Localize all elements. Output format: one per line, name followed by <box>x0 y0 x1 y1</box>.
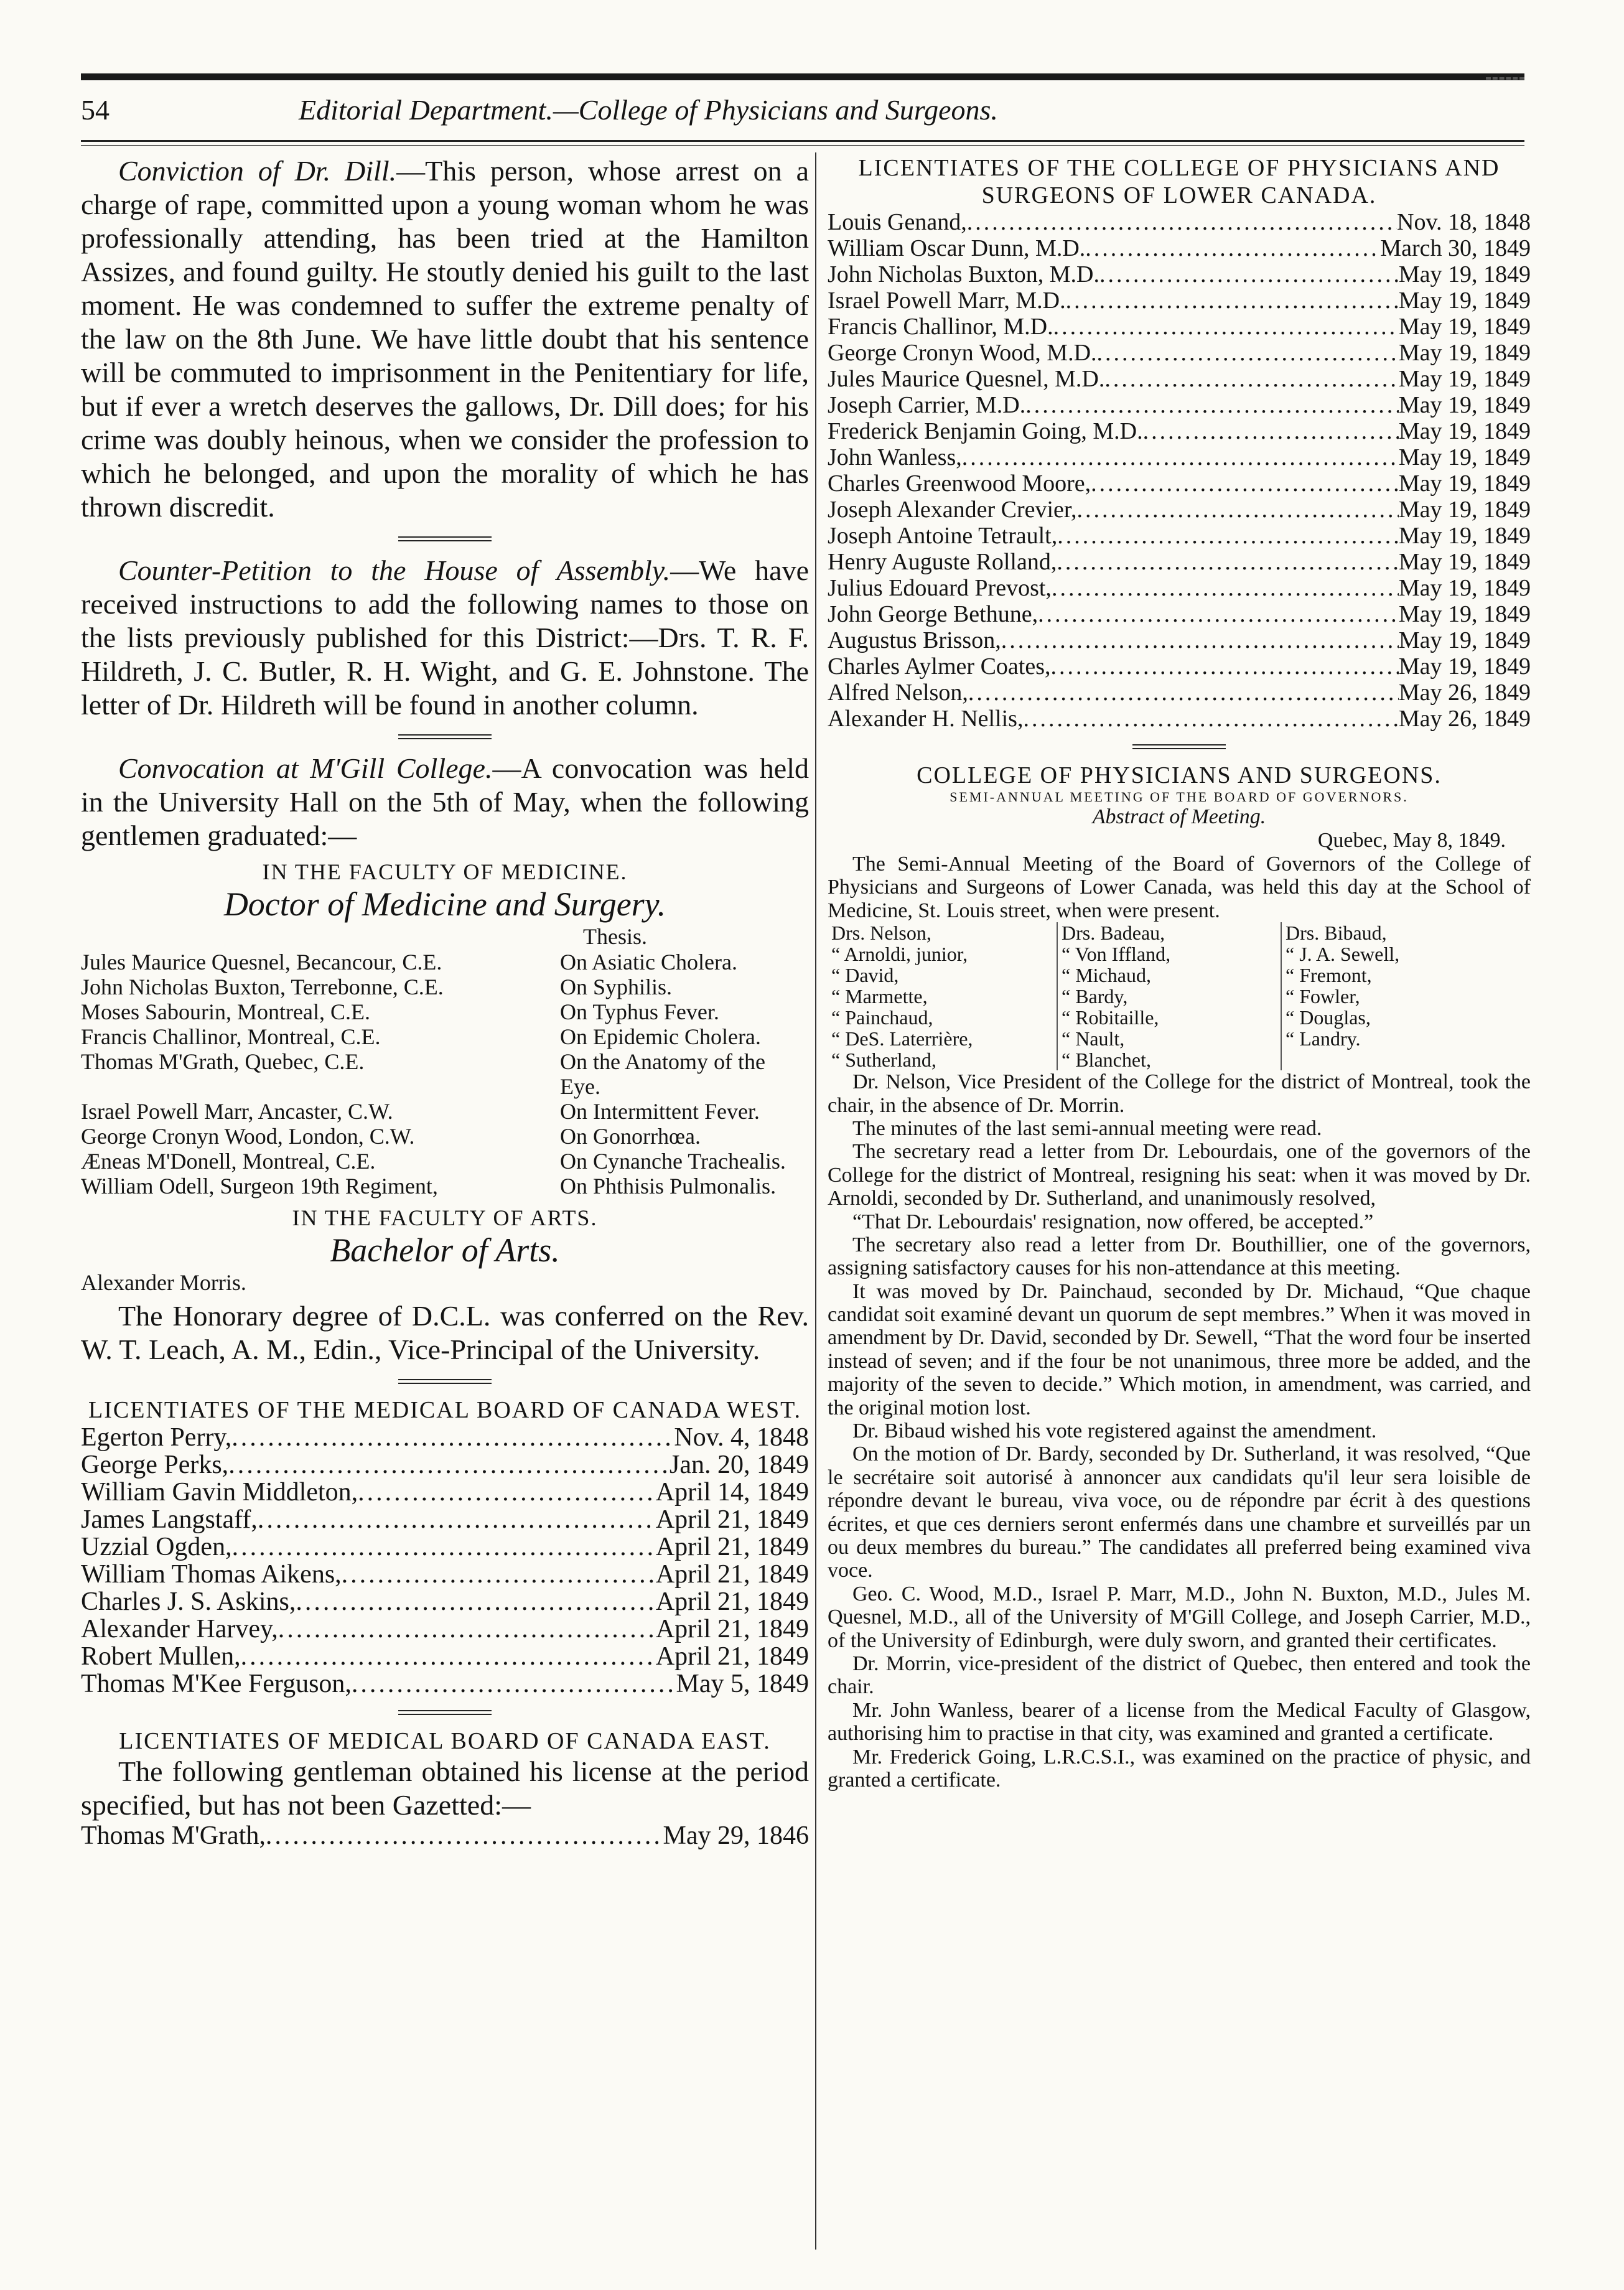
convocation-title: Convocation at M'Gill College. <box>118 752 493 784</box>
list-item <box>828 261 1531 287</box>
graduate-name: Israel Powell Marr, Ancaster, C.W. <box>81 1099 393 1124</box>
present-name: “ J. A. Sewell, <box>1286 943 1400 966</box>
present-name: “ Painchaud, <box>831 1006 933 1029</box>
licentiate-name: James Langstaff, <box>81 1505 258 1534</box>
present-name: Drs. Badeau, <box>1062 922 1165 945</box>
graduate-name: George Cronyn Wood, London, C.W. <box>81 1124 415 1149</box>
meeting-paragraph: The minutes of the last semi-annual meeting were read. <box>852 1116 1322 1140</box>
licentiate-date: Jan. 20, 1849 <box>670 1451 809 1479</box>
licentiate-name: Augustus Brisson, <box>828 627 1001 653</box>
licentiate-date: May 19, 1849 <box>1398 392 1531 418</box>
canada-east-list <box>81 1822 809 1849</box>
licentiate-name: Israel Powell Marr, M.D. <box>828 287 1066 314</box>
graduate-row <box>81 950 809 974</box>
list-item <box>81 1643 809 1670</box>
present-name: “ David, <box>831 964 899 987</box>
list-item <box>828 653 1531 680</box>
licentiate-name: George Perks, <box>81 1451 229 1479</box>
present-name: “ Marmette, <box>831 985 928 1008</box>
licentiate-name: Jules Maurice Quesnel, M.D. <box>828 366 1105 392</box>
licentiate-date: May 19, 1849 <box>1398 287 1531 314</box>
licentiate-name: Alexander H. Nellis, <box>828 706 1024 732</box>
licentiate-name: Henry Auguste Rolland, <box>828 549 1057 575</box>
left-column <box>81 154 809 1849</box>
licentiate-date: May 19, 1849 <box>1398 497 1531 523</box>
list-item <box>828 287 1531 314</box>
licentiate-name: John Wanless, <box>828 444 962 470</box>
present-name: “ Douglas, <box>1286 1006 1371 1029</box>
lower-canada-heading: LICENTIATES OF THE COLLEGE OF PHYSICIANS AND SURGEONS OF LOWER CANADA. <box>858 155 1500 208</box>
list-item <box>81 1451 809 1479</box>
licentiate-name: Charles J. S. Askins, <box>81 1587 296 1616</box>
dill-text: —This person, whose arrest on a charge of rape, committed upon a young woman whom he was professionally attending, has been tried at the Hamilton Assizes, and found guilty. He stoutly denied his guilt to the last moment. He was condemned to suffer the extreme penalty of the law on the 8th June. We have little doubt that his sentence will be commuted to imprisonment in the Penitentiary for life, but if ever a wretch deserves the gallows, Dr. Dill does; for his crime was doubly heinous, when we consider the profession to which he belonged, and upon the morality of which he has thrown discredit. <box>81 155 809 523</box>
licentiate-name: Thomas M'Kee Ferguson, <box>81 1670 352 1698</box>
separator <box>398 536 492 541</box>
meeting-paragraph: Geo. C. Wood, M.D., Israel P. Marr, M.D., John N. Buxton, M.D., Jules M. Quesnel, M.D., all of the University of M'Gill College, and Joseph Carrier, M.D., of the University of Edinburgh, were duly sworn, and granted their certificates. <box>828 1582 1531 1652</box>
counter-petition-text: —We have received instructions to add the following names to those on the lists previously published for this District:—Drs. T. R. F. Hildreth, J. C. Butler, R. H. Wight, and G. E. Johnstone. The letter of Dr. Hildreth will be found in another column. <box>81 554 809 721</box>
list-item <box>81 1479 809 1506</box>
list-item <box>828 680 1531 706</box>
licentiate-name: George Cronyn Wood, M.D. <box>828 340 1097 366</box>
licentiate-date: May 19, 1849 <box>1398 418 1531 444</box>
honorary-degree: The Honorary degree of D.C.L. was conferred on the Rev. W. T. Leach, A. M., Edin., Vice-Principal of the University. <box>81 1300 809 1365</box>
page-number: 54 <box>81 94 110 126</box>
licentiate-name: Uzzial Ogden, <box>81 1533 232 1561</box>
column-divider <box>815 152 816 2250</box>
convocation-text: —A convocation was held in the University Hall on the 5th of May, when the following gentlemen graduated:— <box>81 752 810 851</box>
top-rule-dash <box>1486 70 1524 80</box>
licentiate-date: Nov. 4, 1848 <box>674 1423 809 1452</box>
licentiate-date: May 19, 1849 <box>1398 523 1531 549</box>
licentiate-name: Robert Mullen, <box>81 1642 241 1671</box>
list-item <box>828 601 1531 627</box>
meeting-paragraph: Dr. Morrin, vice-president of the district of Quebec, then entered and took the chair. <box>828 1652 1531 1699</box>
running-head: Editorial Department.—College of Physicians and Surgeons. <box>299 94 998 126</box>
licentiate-date: May 19, 1849 <box>1398 444 1531 470</box>
present-list <box>828 922 1531 1070</box>
graduate-row <box>81 1099 809 1124</box>
licentiate-name: Charles Aylmer Coates, <box>828 653 1051 680</box>
present-name: Drs. Nelson, <box>831 922 931 945</box>
canada-west-heading: LICENTIATES OF THE MEDICAL BOARD OF CANADA WEST. <box>88 1397 801 1423</box>
separator <box>1132 744 1226 749</box>
list-item <box>81 1615 809 1643</box>
canada-east-heading: LICENTIATES OF MEDICAL BOARD OF CANADA EAST. <box>119 1728 771 1754</box>
graduate-row <box>81 1174 809 1199</box>
convocation-article <box>81 752 809 853</box>
list-item <box>828 314 1531 340</box>
licentiate-name: Frederick Benjamin Going, M.D. <box>828 418 1143 444</box>
graduate-row <box>81 1124 809 1149</box>
list-item <box>828 235 1531 261</box>
graduate-row <box>81 1024 809 1049</box>
list-item <box>828 340 1531 366</box>
licentiate-name: Louis Genand, <box>828 209 967 235</box>
meeting-heading: COLLEGE OF PHYSICIANS AND SURGEONS. <box>917 762 1442 788</box>
meeting-paragraph: Dr. Nelson, Vice President of the College for the district of Montreal, took the chair, in the absence of Dr. Morrin. <box>828 1070 1531 1117</box>
list-item <box>81 1588 809 1615</box>
licentiate-date: May 5, 1849 <box>676 1670 809 1698</box>
licentiate-name: Francis Challinor, M.D. <box>828 314 1053 340</box>
list-item <box>81 1506 809 1533</box>
graduate-thesis: On Asiatic Cholera. <box>560 950 737 974</box>
licentiate-date: Nov. 18, 1848 <box>1397 209 1531 235</box>
separator <box>398 734 492 739</box>
counter-petition-article <box>81 554 809 722</box>
lower-canada-list <box>828 209 1531 732</box>
licentiate-date: April 21, 1849 <box>655 1505 809 1534</box>
dill-article <box>81 154 809 524</box>
licentiate-name: Joseph Antoine Tetrault, <box>828 523 1058 549</box>
list-item <box>81 1424 809 1451</box>
licentiate-name: Joseph Alexander Crevier, <box>828 497 1077 523</box>
licentiate-date: May 19, 1849 <box>1398 575 1531 601</box>
list-item <box>828 627 1531 653</box>
graduate-thesis: On Intermittent Fever. <box>560 1099 760 1124</box>
licentiate-date: May 19, 1849 <box>1398 470 1531 497</box>
meeting-abstract: Abstract of Meeting. <box>1092 805 1266 828</box>
meeting-subheading: SEMI-ANNUAL MEETING OF THE BOARD OF GOVERNORS. <box>950 789 1409 805</box>
meeting-paragraph: Dr. Bibaud wished his vote registered against the amendment. <box>852 1419 1377 1443</box>
graduate-name: Francis Challinor, Montreal, C.E. <box>81 1024 381 1049</box>
graduate-name: Thomas M'Grath, Quebec, C.E. <box>81 1049 365 1074</box>
licentiate-date: March 30, 1849 <box>1380 235 1531 261</box>
present-name: “ Blanchet, <box>1062 1049 1151 1072</box>
list-item <box>828 523 1531 549</box>
licentiate-date: April 21, 1849 <box>655 1615 809 1643</box>
list-item <box>828 418 1531 444</box>
meeting-paragraph: On the motion of Dr. Bardy, seconded by Dr. Sutherland, it was resolved, “Que le secrétaire soit autorisé à annoncer aux candidats qu'il leur sera loisible de répondre devant le bureau, viva voce, ou de répondre par écrit à des questions écrites, et que ces derniers seront enfermés dans une chambre et surveillés par un ou deux membres du bureau.” The candidates all preferred being examined viva voce. <box>828 1442 1531 1582</box>
graduate-name: Æneas M'Donell, Montreal, C.E. <box>81 1149 376 1174</box>
list-item <box>828 470 1531 497</box>
list-item <box>828 366 1531 392</box>
present-name: “ Landry. <box>1286 1027 1361 1050</box>
licentiate-date: April 21, 1849 <box>655 1560 809 1589</box>
list-item <box>81 1670 809 1698</box>
graduate-thesis: On Cynanche Trachealis. <box>560 1149 786 1174</box>
present-name: “ Fremont, <box>1286 964 1372 987</box>
graduate-thesis: On the Anatomy of the Eye. <box>560 1049 765 1099</box>
present-column <box>1282 922 1506 1070</box>
separator <box>398 1710 492 1715</box>
graduate-row <box>81 999 809 1024</box>
present-name: “ Von Iffland, <box>1062 943 1171 966</box>
meeting-intro: The Semi-Annual Meeting of the Board of Governors of the College of Physicians and Surgeons of Lower Canada, was held this day at the School of Medicine, St. Louis street, when were present. <box>828 853 1531 922</box>
graduates-list <box>81 950 809 1199</box>
list-item <box>81 1561 809 1588</box>
licentiate-date: May 26, 1849 <box>1398 680 1531 706</box>
licentiate-date: May 29, 1846 <box>663 1821 809 1850</box>
present-name: “ Bardy, <box>1062 985 1128 1008</box>
licentiate-name: John George Bethune, <box>828 601 1038 627</box>
separator <box>398 1379 492 1384</box>
present-name: “ Fowler, <box>1286 985 1360 1008</box>
graduate-thesis: On Typhus Fever. <box>560 999 719 1024</box>
present-name: Drs. Bibaud, <box>1286 922 1387 945</box>
licentiate-name: Thomas M'Grath, <box>81 1821 266 1850</box>
dill-title: Conviction of Dr. Dill. <box>118 155 397 187</box>
arts-graduate: Alexander Morris. <box>81 1270 246 1295</box>
licentiate-name: Julius Edouard Prevost, <box>828 575 1052 601</box>
present-name: “ DeS. Laterrière, <box>831 1027 973 1050</box>
counter-petition-title: Counter-Petition to the House of Assembly. <box>118 554 671 586</box>
licentiate-date: May 19, 1849 <box>1398 549 1531 575</box>
degree-arts-heading: Bachelor of Arts. <box>330 1231 560 1269</box>
thesis-label: Thesis. <box>583 924 647 949</box>
meeting-paragraph: Mr. Frederick Going, L.R.C.S.I., was examined on the practice of physic, and granted a certificate. <box>828 1745 1531 1792</box>
licentiate-name: Alexander Harvey, <box>81 1615 278 1643</box>
graduate-row <box>81 1149 809 1174</box>
list-item <box>828 575 1531 601</box>
list-item <box>81 1533 809 1561</box>
list-item <box>828 209 1531 235</box>
right-column <box>828 154 1531 1792</box>
list-item <box>828 497 1531 523</box>
licentiate-name: Joseph Carrier, M.D. <box>828 392 1026 418</box>
list-item <box>828 549 1531 575</box>
licentiate-date: May 19, 1849 <box>1398 314 1531 340</box>
meeting-paragraph: The secretary read a letter from Dr. Lebourdais, one of the governors of the College for the district of Montreal, resigning his seat: when it was moved by Dr. Arnoldi, seconded by Dr. Sutherland, and unanimously resolved, <box>828 1140 1531 1210</box>
meeting-paragraph: Mr. John Wanless, bearer of a license from the Medical Faculty of Glasgow, authorising him to practise in that city, was examined and granted a certificate. <box>828 1698 1531 1746</box>
licentiate-name: William Oscar Dunn, M.D. <box>828 235 1086 261</box>
list-item <box>828 706 1531 732</box>
present-name: “ Sutherland, <box>831 1049 936 1072</box>
header-rule <box>81 140 1524 142</box>
header-rule-thin <box>81 145 1524 146</box>
graduate-name: John Nicholas Buxton, Terrebonne, C.E. <box>81 974 444 999</box>
meeting-paragraph: It was moved by Dr. Painchaud, seconded by Dr. Michaud, “Que chaque candidat soit examiné devant un quorum de sept membres.” When it was moved in amendment by Dr. David, seconded by Dr. Sewell, “That the word four be inserted instead of seven; and if the four be not unanimous, three more be added, and the majority of the seven to decide.” Which motion, in amendment, was carried, and the original motion lost. <box>828 1279 1531 1419</box>
present-name: “ Arnoldi, junior, <box>831 943 968 966</box>
licentiate-date: April 21, 1849 <box>655 1642 809 1671</box>
canada-west-list <box>81 1424 809 1698</box>
canada-east-text: The following gentleman obtained his license at the period specified, but has not been Gazetted:— <box>81 1755 809 1821</box>
present-name: “ Robitaille, <box>1062 1006 1159 1029</box>
present-name: “ Michaud, <box>1062 964 1151 987</box>
licentiate-name: Charles Greenwood Moore, <box>828 470 1091 497</box>
graduate-row <box>81 974 809 999</box>
top-rule <box>81 73 1524 80</box>
list-item <box>828 392 1531 418</box>
faculty-medicine-heading: IN THE FACULTY OF MEDICINE. <box>262 859 628 884</box>
licentiate-date: April 14, 1849 <box>655 1478 809 1507</box>
meeting-dateline: Quebec, May 8, 1849. <box>1317 829 1506 852</box>
present-name: “ Nault, <box>1062 1027 1125 1050</box>
graduate-thesis: On Epidemic Cholera. <box>560 1024 761 1049</box>
degree-medicine-heading: Doctor of Medicine and Surgery. <box>223 886 666 923</box>
licentiate-name: William Thomas Aikens, <box>81 1560 342 1589</box>
licentiate-date: April 21, 1849 <box>655 1533 809 1561</box>
licentiate-date: May 19, 1849 <box>1398 261 1531 287</box>
graduate-row <box>81 1049 809 1099</box>
graduate-name: Jules Maurice Quesnel, Becancour, C.E. <box>81 950 442 974</box>
licentiate-name: William Gavin Middleton, <box>81 1478 358 1507</box>
meeting-body <box>828 853 1531 1792</box>
licentiate-date: April 21, 1849 <box>655 1587 809 1616</box>
licentiate-name: Alfred Nelson, <box>828 680 968 706</box>
graduate-thesis: On Phthisis Pulmonalis. <box>560 1174 777 1199</box>
list-item <box>828 444 1531 470</box>
licentiate-date: May 19, 1849 <box>1398 366 1531 392</box>
licentiate-date: May 19, 1849 <box>1398 653 1531 680</box>
present-column <box>1058 922 1282 1070</box>
licentiate-name: Egerton Perry, <box>81 1423 232 1452</box>
meeting-paragraph: The secretary also read a letter from Dr. Bouthillier, one of the governors, assigning satisfactory causes for his non-attendance at this meeting. <box>828 1233 1531 1280</box>
licentiate-name: John Nicholas Buxton, M.D. <box>828 261 1099 287</box>
graduate-thesis: On Syphilis. <box>560 974 673 999</box>
licentiate-date: May 19, 1849 <box>1398 627 1531 653</box>
licentiate-date: May 19, 1849 <box>1398 340 1531 366</box>
present-column <box>828 922 1058 1070</box>
graduate-name: Moses Sabourin, Montreal, C.E. <box>81 999 370 1024</box>
meeting-paragraph: “That Dr. Lebourdais' resignation, now offered, be accepted.” <box>852 1210 1374 1233</box>
graduate-thesis: On Gonorrhœa. <box>560 1124 701 1149</box>
licentiate-date: May 19, 1849 <box>1398 601 1531 627</box>
list-item <box>81 1822 809 1849</box>
page-header <box>81 93 1524 133</box>
licentiate-date: May 26, 1849 <box>1398 706 1531 732</box>
graduate-name: William Odell, Surgeon 19th Regiment, <box>81 1174 438 1199</box>
faculty-arts-heading: IN THE FACULTY OF ARTS. <box>292 1205 598 1230</box>
